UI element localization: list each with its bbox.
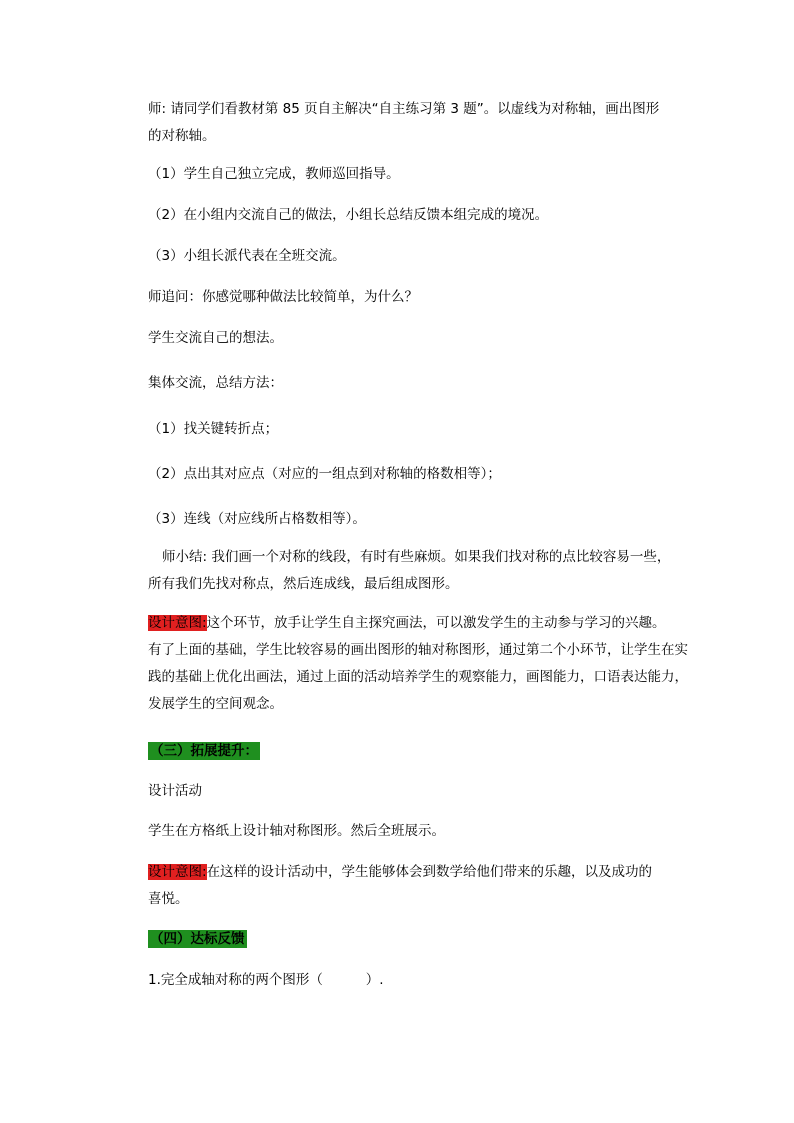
step-3: （3）小组长派代表在全班交流。 [148, 248, 346, 264]
method-2: （2）点出其对应点（对应的一组点到对称轴的格数相等）； [148, 466, 501, 482]
method-3: （3）连线（对应线所占格数相等）。 [148, 511, 366, 527]
step-2: （2）在小组内交流自己的做法，小组长总结反馈本组完成的境况。 [148, 207, 549, 223]
design-intent-2-line-1 [148, 863, 652, 881]
summary-heading: 集体交流，总结方法： [148, 375, 283, 391]
question-1: 1.完全成轴对称的两个图形（ ）. [148, 972, 384, 988]
section-4-heading: （四）达标反馈 [150, 931, 245, 947]
followup-question: 师追问：你感觉哪种做法比较简单，为什么？ [148, 289, 418, 305]
teacher-summary-line-2: 所有我们先找对称点，然后连成线，最后组成图形。 [148, 576, 459, 592]
design-intent-2-line-2: 喜悦。 [148, 891, 189, 907]
activity-title: 设计活动 [148, 783, 202, 799]
design-intent-1-line-3: 践的基础上优化出画法，通过上面的活动培养学生的观察能力，画图能力，口语表达能力， [148, 669, 688, 685]
activity-text: 学生在方格纸上设计轴对称图形。然后全班展示。 [148, 823, 445, 839]
section-4-heading-line [148, 930, 247, 948]
design-intent-1-text: 这个环节，放手让学生自主探究画法，可以激发学生的主动参与学习的兴趣。 [206, 615, 666, 631]
design-intent-label: 设计意图: [148, 864, 207, 880]
design-intent-1-line-2: 有了上面的基础，学生比较容易的画出图形的轴对称图形，通过第二个小环节，让学生在实 [148, 642, 688, 658]
step-1: （1）学生自己独立完成，教师巡回指导。 [148, 166, 400, 182]
design-intent-label: 设计意图: [148, 615, 207, 631]
design-intent-2-text: 在这样的设计活动中，学生能够体会到数学给他们带来的乐趣，以及成功的 [206, 864, 653, 880]
intro-line-1: 师: 请同学们看教材第 85 页自主解决“自主练习第 3 题”。以虚线为对称轴，画出图形 [148, 101, 660, 117]
student-share: 学生交流自己的想法。 [148, 330, 283, 346]
section-3-heading: （三）拓展提升： [150, 743, 258, 759]
intro-line-2: 的对称轴。 [148, 128, 216, 144]
teacher-summary-line-1: 师小结: 我们画一个对称的线段，有时有些麻烦。如果我们找对称的点比较容易一些， [162, 549, 671, 565]
design-intent-1-line-4: 发展学生的空间观念。 [148, 696, 283, 712]
section-3-heading-line [148, 742, 260, 760]
method-1: （1）找关键转折点； [148, 421, 279, 437]
design-intent-1-line-1 [148, 614, 666, 632]
